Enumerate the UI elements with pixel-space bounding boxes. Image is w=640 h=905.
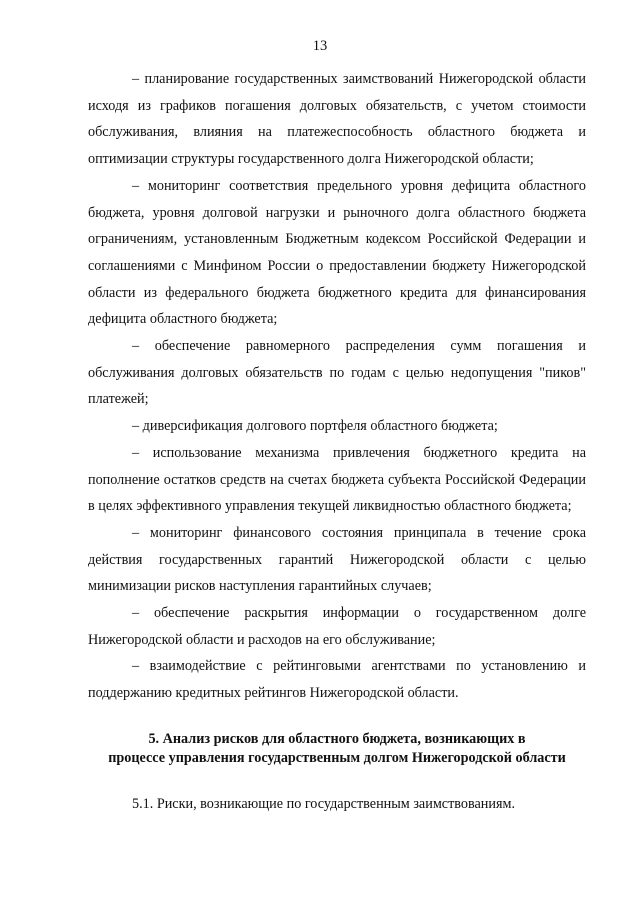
section-heading-line: процессе управления государственным долгом Нижегородской области xyxy=(108,750,566,767)
list-item: – использование механизма привлечения бюджетного кредита на пополнение остатков средств на счетах бюджета субъекта Российской Федерации в целях эффективного управления текущей ликвидностью областного бюджета; xyxy=(88,444,586,515)
list-item: – мониторинг соответствия предельного уровня дефицита областного бюджета, уровня долговой нагрузки и рыночного долга областного бюджета ограничениям, установленным Бюджетным кодексом Российской Федерации и соглашениями с Минфином России о предоставлении бюджету Нижегородской области из федерального бюджета бюджетного кредита для финансирования дефицита областного бюджета; xyxy=(88,177,586,328)
list-item: – взаимодействие с рейтинговыми агентствами по установлению и поддержанию кредитных рейтингов Нижегородской области. xyxy=(88,658,586,702)
document-body xyxy=(88,66,586,818)
list-item: – диверсификация долгового портфеля областного бюджета; xyxy=(132,418,498,435)
section-heading-line: 5. Анализ рисков для областного бюджета, возникающих в xyxy=(148,730,526,747)
subsection-paragraph: 5.1. Риски, возникающие по государственным заимствованиям. xyxy=(132,795,516,812)
list-item: – мониторинг финансового состояния принципала в течение срока действия государственных гарантий Нижегородской области с целью минимизации рисков наступления гарантийных случаев; xyxy=(88,524,586,595)
list-item: – обеспечение раскрытия информации о государственном долге Нижегородской области и расходов на его обслуживание; xyxy=(88,605,586,648)
list-item: – обеспечение равномерного распределения сумм погашения и обслуживания долговых обязательств по годам с целью недопущения "пиков" платежей; xyxy=(88,338,586,408)
page-number: 13 xyxy=(312,38,328,54)
list-item: – планирование государственных заимствований Нижегородской области исходя из графиков погашения долговых обязательств, с учетом стоимости обслуживания, влияния на платежеспособность областного бюджета и оптимизации структуры государственного долга Нижегородской области; xyxy=(88,71,586,168)
section-heading xyxy=(88,730,586,769)
